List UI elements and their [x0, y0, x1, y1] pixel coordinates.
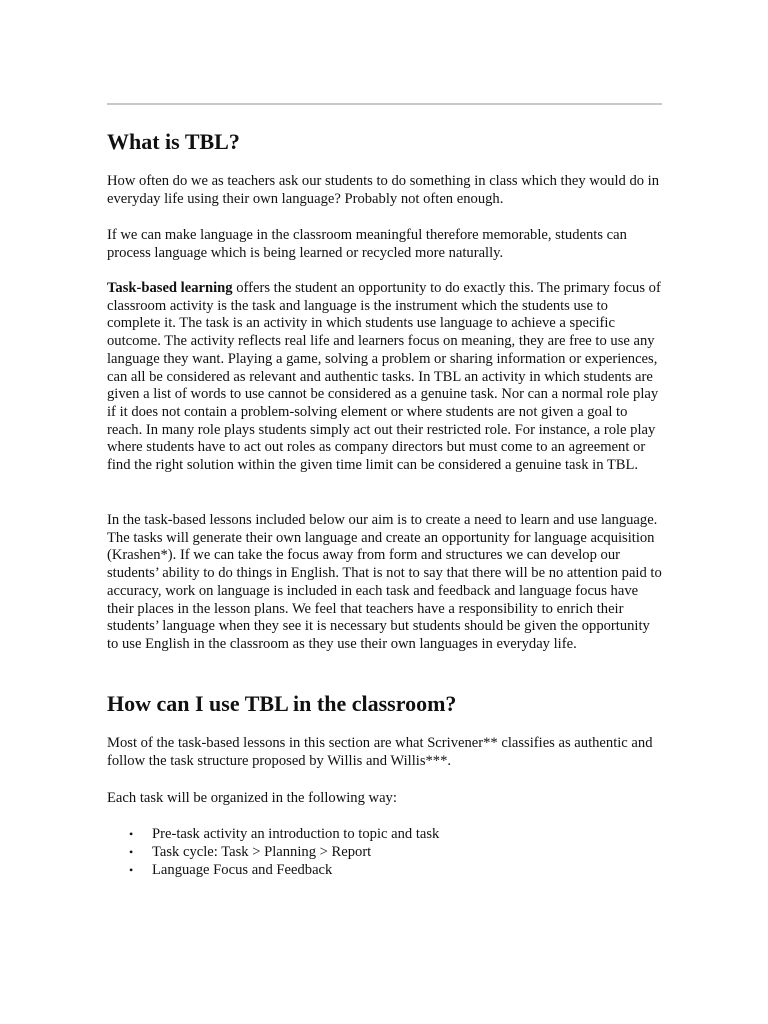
list-item-text: Task cycle: Task > Planning > Report	[152, 844, 372, 860]
list-item	[107, 843, 663, 861]
bullet-icon: •	[129, 863, 134, 877]
paragraph-task-organization: Each task will be organized in the following way:	[107, 790, 397, 806]
list-item-text: Pre-task activity an introduction to topic and task	[152, 826, 440, 842]
paragraph-meaningful: If we can make language in the classroom meaningful therefore memorable, students can process language which is being learned or recycled more naturally.	[107, 227, 627, 261]
horizontal-divider	[107, 103, 662, 105]
list-item	[107, 825, 663, 843]
heading-what-is-tbl: What is TBL?	[107, 129, 240, 154]
bullet-icon: •	[129, 827, 134, 841]
list-item-text: Language Focus and Feedback	[152, 862, 333, 878]
bullet-icon: •	[129, 845, 134, 859]
task-structure-list	[107, 825, 663, 879]
paragraph-scrivener: Most of the task-based lessons in this section are what Scrivener** classifies as authentic and follow the task structure proposed by Willis and Willis***.	[107, 735, 653, 769]
heading-how-to-use-tbl: How can I use TBL in the classroom?	[107, 691, 457, 716]
term-task-based-learning: Task-based learning	[107, 280, 233, 296]
paragraph-intro: How often do we as teachers ask our students to do something in class which they would do in everyday life using their own language? Probably not often enough.	[107, 173, 660, 207]
list-item	[107, 861, 663, 879]
paragraph-task-based-learning-text: offers the student an opportunity to do exactly this. The primary focus of classroom activity is the task and language is the instrument which the students use to complete it. The task is an activity in which students use language to achieve a specific outcome. The activity reflects real life and learners focus on meaning, they are free to use any language they want. Playing a game, solving a problem or sharing information or experiences, can all be considered as relevant and authentic tasks. In TBL an activity in which students are given a list of words to use cannot be considered as a genuine task. Nor can a normal role play if it does not contain a problem-solving element or where students are not given a goal to reach. In many role plays students simply act out their restricted role. For instance, a role play where students have to act out roles as company directors but must come to an agreement or find the right solution within the given time limit can be considered a genuine task in TBL.	[107, 280, 661, 474]
paragraph-lessons-aim: In the task-based lessons included below our aim is to create a need to learn and use language. The tasks will generate their own language and create an opportunity for language acquisition (Krashen*). If we can take the focus away from form and structures we can develop our students’ ability to do things in English. That is not to say that there will be no attention paid to accuracy, work on language is included in each task and feedback and language focus have their places in the lesson plans. We feel that teachers have a responsibility to enrich their students’ language when they see it is necessary but students should be given the opportunity to use English in the classroom as they use their own languages in everyday life.	[107, 512, 662, 652]
paragraph-task-based-learning	[107, 280, 663, 475]
